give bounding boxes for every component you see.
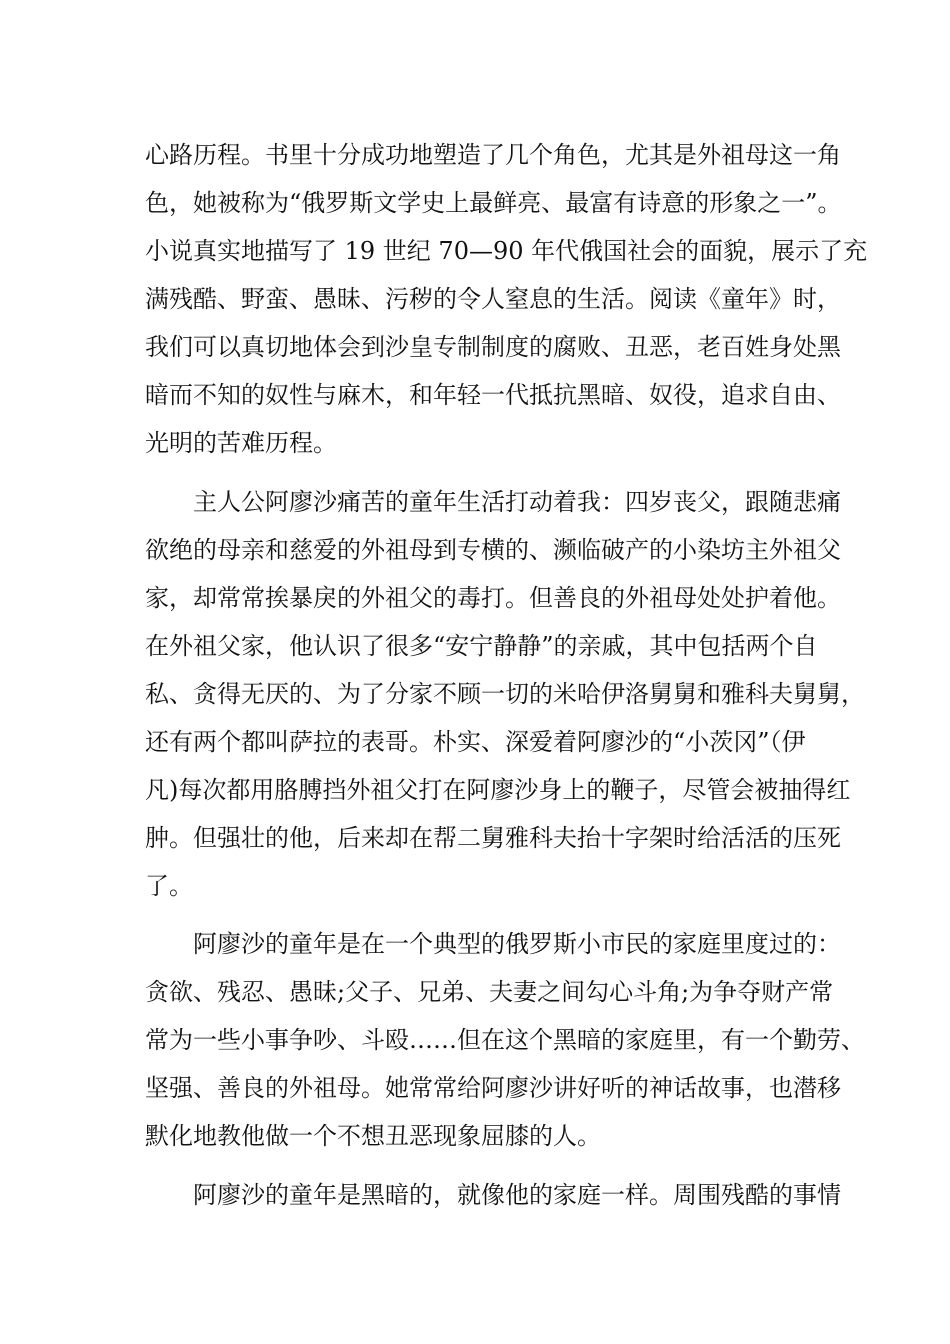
text-line: 小说真实地描写了 19 世纪 70—90 年代俄国社会的面貌，展示了充: [145, 237, 868, 265]
text-line: 我们可以真切地体会到沙皇专制制度的腐败、丑恶，老百姓身处黑: [145, 333, 841, 361]
text-line: 默化地教他做一个不想丑恶现象屈膝的人。: [145, 1122, 601, 1150]
text-line: 常为一些小事争吵、斗殴……但在这个黑暗的家庭里，有一个勤劳、: [145, 1026, 865, 1054]
text-line: 欲绝的母亲和慈爱的外祖母到专横的、濒临破产的小染坊主外祖父: [145, 536, 841, 564]
text-line: 贪欲、残忍、愚昧;父子、兄弟、夫妻之间勾心斗角;为争夺财产常: [145, 978, 834, 1006]
text-line: 肿。但强壮的他，后来却在帮二舅雅科夫抬十字架时给活活的压死: [145, 824, 841, 852]
text-line: 光明的苦难历程。: [145, 429, 337, 457]
text-line: 了。: [145, 872, 193, 900]
text-line: 阿廖沙的童年是在一个典型的俄罗斯小市民的家庭里度过的：: [193, 930, 841, 958]
text-line: 还有两个都叫萨拉的表哥。朴实、深爱着阿廖沙的“小茨冈”（伊: [145, 728, 806, 756]
text-line: 凡)每次都用胳膊挡外祖父打在阿廖沙身上的鞭子，尽管会被抽得红: [145, 776, 851, 804]
text-line: 主人公阿廖沙痛苦的童年生活打动着我：四岁丧父，跟随悲痛: [193, 488, 841, 516]
text-line: 坚强、善良的外祖母。她常常给阿廖沙讲好听的神话故事，也潜移: [145, 1074, 841, 1102]
text-line: 满残酷、野蛮、愚昧、污秽的令人窒息的生活。阅读《童年》时，: [145, 285, 841, 313]
text-line: 心路历程。书里十分成功地塑造了几个角色，尤其是外祖母这一角: [145, 141, 841, 169]
text-line: 在外祖父家，他认识了很多“安宁静静”的亲戚，其中包括两个自: [145, 632, 818, 660]
text-line: 色，她被称为“俄罗斯文学史上最鲜亮、最富有诗意的形象之一”。: [145, 189, 842, 217]
text-line: 暗而不知的奴性与麻木，和年轻一代抵抗黑暗、奴役，追求自由、: [145, 381, 841, 409]
text-line: 私、贪得无厌的、为了分家不顾一切的米哈伊洛舅舅和雅科夫舅舅，: [145, 680, 865, 708]
text-line: 阿廖沙的童年是黑暗的，就像他的家庭一样。周围残酷的事情: [193, 1181, 841, 1209]
text-line: 家，却常常挨暴戾的外祖父的毒打。但善良的外祖母处处护着他。: [145, 584, 841, 612]
